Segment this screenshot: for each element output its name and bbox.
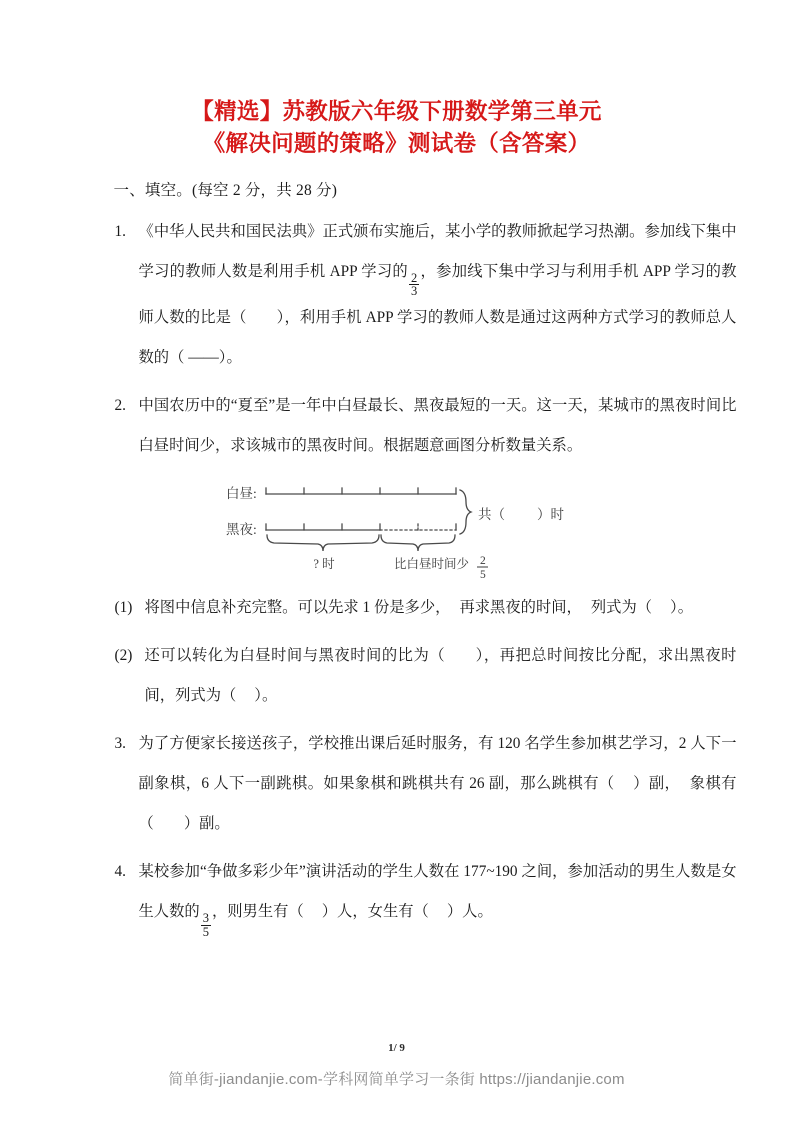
question-2-sub-2-label: (2) <box>114 647 133 665</box>
question-2-diagram-wrapper <box>115 476 737 580</box>
q4-text-b: ，则男生有（ <box>211 903 304 921</box>
question-1-part-a: 《中华人民共和国民法典》正式颁布实施后，某小学的教师掀起学习热潮。参加线下集中学习的教师人数是利用手机 APP 学习的 <box>138 223 737 280</box>
title-line-2: 《解决问题的策略》测试卷（含答案） <box>202 131 591 156</box>
question-3-number: 3. <box>114 735 126 753</box>
fraction-three-fifths <box>201 912 211 939</box>
fraction-denominator: 3 <box>411 284 418 299</box>
q3-text-b: ）副， <box>632 775 681 793</box>
page-number: 1/ 9 <box>388 1042 405 1054</box>
question-2-sub-1-text <box>145 588 737 628</box>
question-2-sub-1 <box>115 588 737 628</box>
q4-text-d: ）人。 <box>446 903 493 921</box>
question-2-sub-1-label: (1) <box>114 599 133 617</box>
question-2-text: 中国农历中的“夏至”是一年中白昼最长、黑夜最短的一天。这一天，某城市的黑夜时间比白昼时间少，求该城市的黑夜时间。根据题意画图分析数量关系。 <box>138 397 737 455</box>
question-2-sub-2-text <box>145 636 737 716</box>
q3-text-d: ）副。 <box>183 815 230 833</box>
q2-sub2-text-b: ），再把总时间按比分配，求出黑夜时间，列式为（ <box>144 647 737 705</box>
question-1-text <box>139 212 737 378</box>
q3-text-a: 为了方便家长接送孩子，学校推出课后延时服务，有 120 名学生参加棋艺学习，2 人下一副象棋，6 人下一副跳棋。如果象棋和跳棋共有 26 副，那么跳棋有（ <box>138 735 737 793</box>
q2-sub1-text-c: 列式为（ <box>590 599 653 617</box>
q2-sub1-text-a: 将图中信息补充完整。可以先求 1 份是多少， <box>144 599 451 617</box>
fraction-two-thirds <box>409 272 419 299</box>
diagram-under-label-right: 比白昼时间少 <box>393 557 469 572</box>
question-4-number: 4. <box>114 863 126 881</box>
q3-text-c: 象棋有 （ <box>138 775 737 833</box>
question-4 <box>115 852 737 938</box>
diagram-brace-label-suffix: ）时 <box>536 507 564 523</box>
document-body <box>57 178 737 938</box>
question-2 <box>115 386 737 466</box>
title-line-1: 【精选】苏教版六年级下册数学第三单元 <box>191 99 602 124</box>
q4-text-a: 某校参加“争做多彩少年”演讲活动的学生人数在 177~190 之间，参加活动的男生人数是女生人数的 <box>138 863 737 921</box>
diagram-under-label-left: ? 时 <box>312 557 335 572</box>
diagram-svg <box>226 476 626 580</box>
question-1-part-b: ，参加线下集中学习与利用手机 APP 学习的教师人数的比是（ <box>138 263 737 327</box>
watermark-footer: 简单街-jiandanjie.com-学科网简单学习一条街 https://jiandanjie.com <box>168 1071 625 1088</box>
fraction-denominator: 5 <box>202 924 209 939</box>
q2-sub2-text-c: ）。 <box>254 687 278 705</box>
q2-sub1-text-d: ）。 <box>670 599 693 617</box>
fraction-numerator: 3 <box>202 910 209 925</box>
diagram-under-frac-num: 2 <box>479 555 486 568</box>
q4-text-c: ）人，女生有（ <box>321 903 429 921</box>
question-3-text <box>139 724 737 844</box>
diagram-under-frac-den: 5 <box>479 569 486 581</box>
q2-sub2-text-a: 还可以转化为白昼时间与黑夜时间的比为（ <box>144 647 446 665</box>
question-1-part-c: ），利用手机 APP 学习的教师人数是通过这两种方式学习的教师总人数的（ ——）。 <box>138 309 737 367</box>
line-segment-diagram <box>226 476 626 580</box>
question-1 <box>115 212 737 378</box>
diagram-label-night: 黑夜: <box>225 522 257 538</box>
diagram-label-daytime: 白昼: <box>225 486 257 502</box>
question-2-sub-2 <box>115 636 737 716</box>
fraction-numerator: 2 <box>411 270 418 285</box>
q2-sub1-text-b: 再求黑夜的时间， <box>459 599 582 617</box>
question-1-number: 1. <box>114 223 126 240</box>
question-3 <box>115 724 737 844</box>
question-2-number: 2. <box>114 397 126 415</box>
page-title <box>0 0 793 160</box>
section-heading-fill-in-blanks: 一、填空。(每空 2 分，共 28 分) <box>113 182 338 199</box>
question-4-text <box>139 852 737 938</box>
diagram-brace-label-prefix: 共（ <box>477 507 505 523</box>
